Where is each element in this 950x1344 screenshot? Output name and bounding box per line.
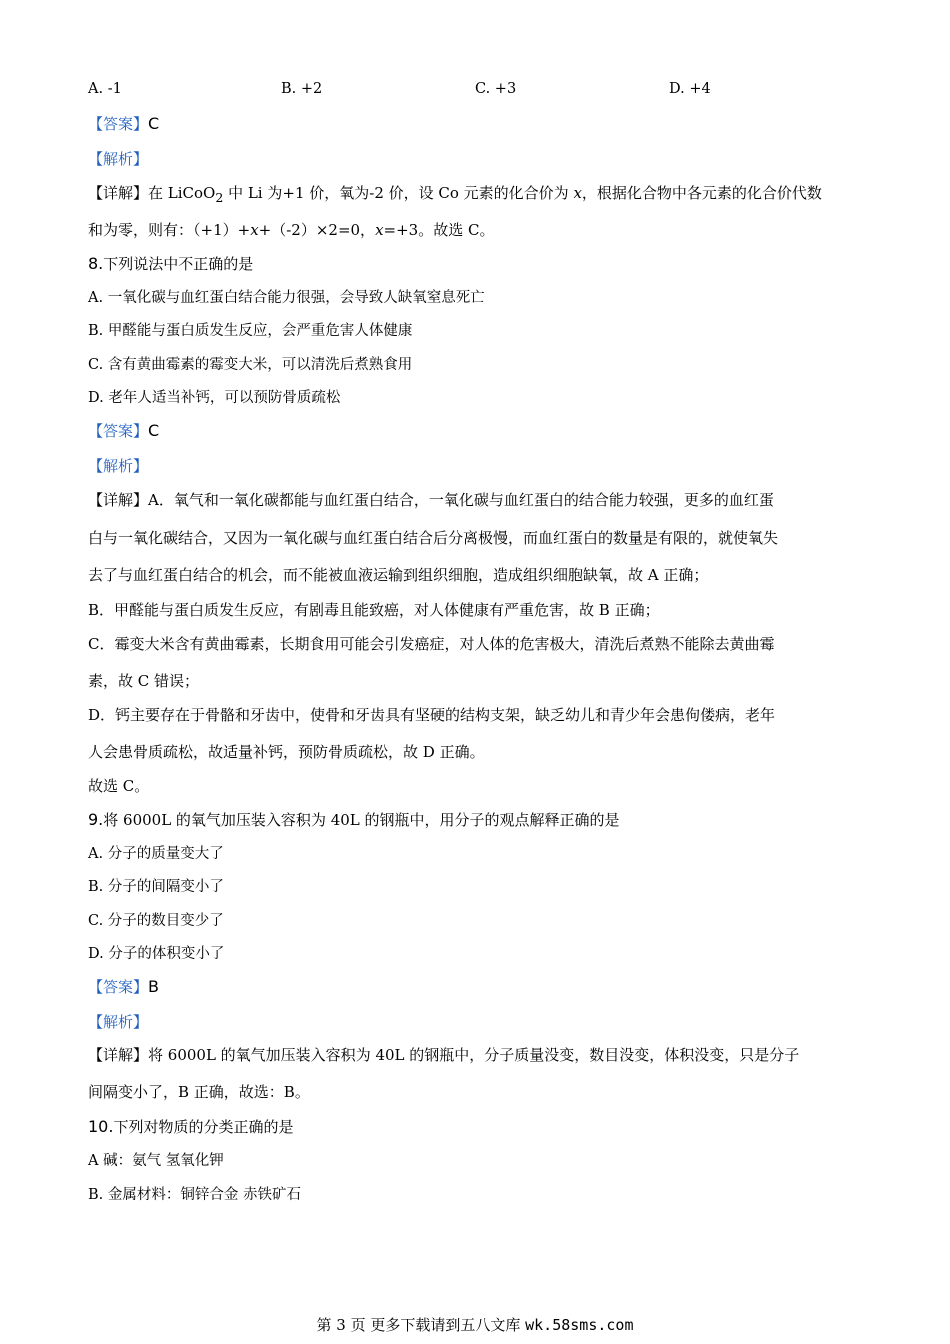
q8-detail-line-1: 【详解】A．氧气和一氧化碳都能与血红蛋白结合，一氧化碳与血红蛋白的结合能力较强，更多的血红蛋: [88, 491, 774, 509]
q8-option-b: B. 甲醛能与蛋白质发生反应，会严重危害人体健康: [88, 323, 413, 339]
q9-analysis-tag: 【解析】: [88, 1013, 149, 1031]
q8-detail-line-4: B．甲醛能与蛋白质发生反应，有剧毒且能致癌，对人体健康有严重危害，故 B 正确；: [88, 601, 660, 619]
q8-analysis-tag: 【解析】: [88, 457, 149, 475]
q7-detail-line-2: 和为零，则有：（+1）+x+（-2）×2=0，x=+3。故选 C。: [88, 221, 495, 239]
q7-analysis-tag: 【解析】: [88, 150, 149, 168]
q9-option-d: D. 分子的体积变小了: [88, 946, 225, 962]
detail-tag: 【详解】: [88, 184, 149, 202]
q8-detail-line-2: 白与一氧化碳结合，又因为一氧化碳与血红蛋白结合后分离极慢，而血红蛋白的数量是有限的，就使氧失: [88, 529, 779, 547]
q8-option-a: A. 一氧化碳与血红蛋白结合能力很强，会导致人缺氧窒息死亡: [88, 290, 485, 306]
footer-site-link[interactable]: wk.58sms.com: [525, 1316, 634, 1334]
q7-choice-a: A. -1: [88, 81, 122, 97]
q8-detail-line-7: D．钙主要存在于骨骼和牙齿中，使骨和牙齿具有坚硬的结构支架，缺乏幼儿和青少年会患佝偻病，老年: [88, 706, 776, 724]
q10-option-a: A 碱：氨气 氢氧化钾: [88, 1153, 224, 1169]
footer-page-text: 第 3 页 更多下载请到五八文库: [316, 1316, 521, 1334]
q10-option-b: B. 金属材料：铜锌合金 赤铁矿石: [88, 1187, 301, 1203]
q9-answer: 【答案】B: [88, 977, 159, 996]
q9-answer-value: B: [148, 977, 159, 996]
q8-answer-value: C: [148, 421, 160, 440]
q8-detail-line-9: 故选 C。: [88, 777, 150, 795]
q8-option-c: C. 含有黄曲霉素的霉变大米，可以清洗后煮熟食用: [88, 357, 413, 373]
q9-stem: 9.将 6000L 的氧气加压装入容积为 40L 的钢瓶中，用分子的观点解释正确的是: [88, 810, 620, 829]
q7-detail-line-1: 【详解】在 LiCoO$_2$ 中 Li 为+1 价，氧为-2 价，设 Co 元素的化合价为 x，根据化合物中各元素的化合价代数: [88, 184, 822, 205]
q8-number: 8.: [88, 254, 104, 273]
q8-detail-line-5: C．霉变大米含有黄曲霉素，长期食用可能会引发癌症，对人体的危害极大，清洗后煮熟不能除去黄曲霉: [88, 635, 775, 653]
q7-answer-value: C: [148, 114, 160, 133]
q9-option-b: B. 分子的间隔变小了: [88, 879, 224, 895]
q7-choice-b: B. +2: [281, 81, 323, 97]
q9-number: 9.: [88, 810, 104, 829]
q9-detail-line-2: 间隔变小了，B 正确，故选：B。: [88, 1083, 310, 1101]
answer-tag: 【答案】: [88, 115, 149, 133]
q10-number: 10.: [88, 1117, 114, 1136]
q9-option-c: C. 分子的数目变少了: [88, 913, 224, 929]
page-footer: [0, 1314, 950, 1335]
q8-answer: 【答案】C: [88, 421, 160, 440]
q7-choice-d: D. +4: [669, 81, 711, 97]
q7-choice-c: C. +3: [475, 81, 517, 97]
q8-option-d: D. 老年人适当补钙，可以预防骨质疏松: [88, 390, 341, 406]
q9-detail-line-1: 【详解】将 6000L 的氧气加压装入容积为 40L 的钢瓶中，分子质量没变，数目没变，体积没变，只是分子: [88, 1046, 800, 1064]
q10-stem: 10.下列对物质的分类正确的是: [88, 1117, 294, 1136]
q8-detail-line-8: 人会患骨质疏松，故适量补钙，预防骨质疏松，故 D 正确。: [88, 743, 485, 761]
q9-option-a: A. 分子的质量变大了: [88, 846, 224, 862]
q8-detail-line-6: 素，故 C 错误；: [88, 672, 200, 690]
q8-detail-line-3: 去了与血红蛋白结合的机会，而不能被血液运输到组织细胞，造成组织细胞缺氧，故 A 正确；: [88, 566, 709, 584]
q7-answer: [88, 114, 159, 134]
q8-stem: 8.下列说法中不正确的是: [88, 254, 254, 273]
